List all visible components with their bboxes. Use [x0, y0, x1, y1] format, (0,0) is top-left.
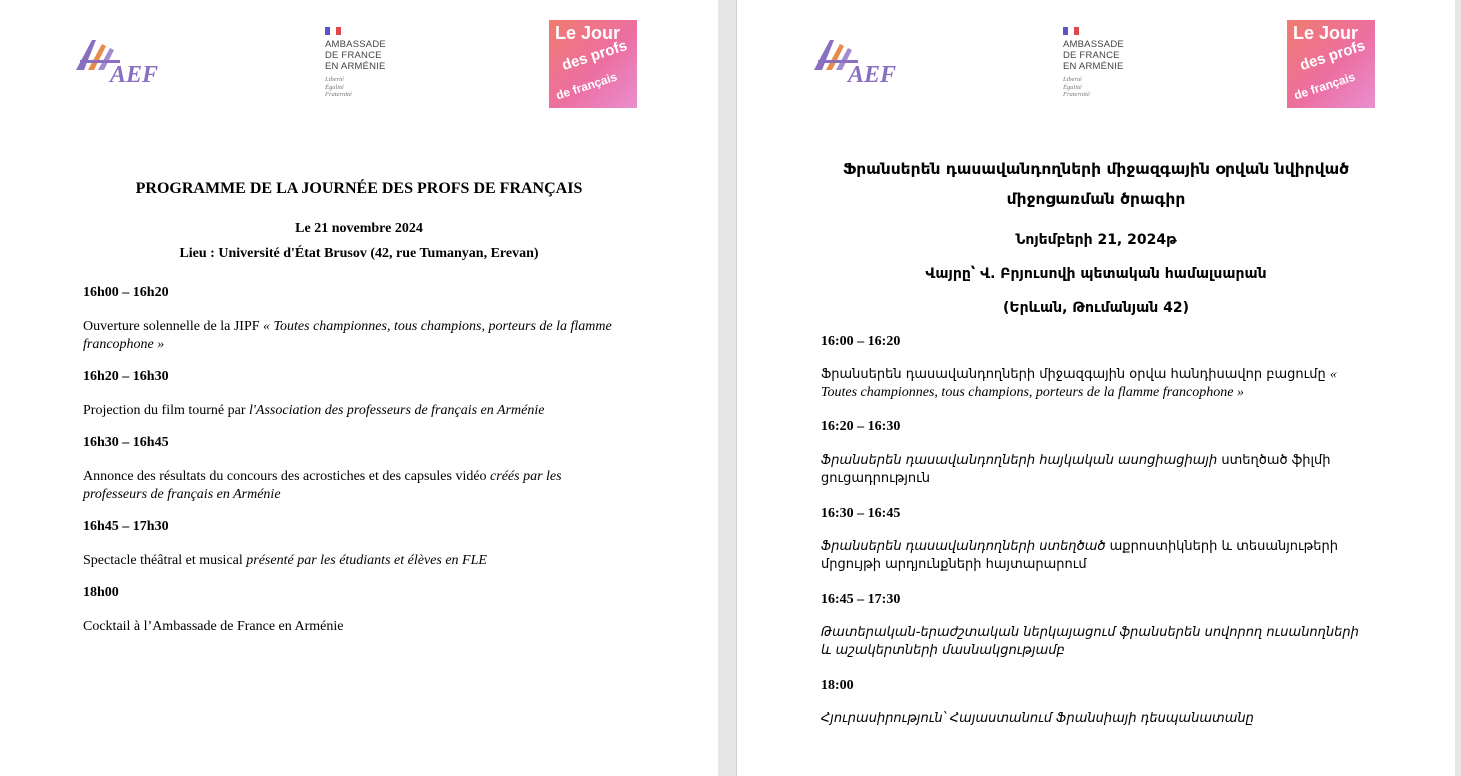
jour-logo-line-3: de français: [1292, 69, 1357, 103]
program-item-5-italic: Հյուրասիրություն՝ Հայաստանում Ֆրանսիայի դեսպանատանը: [821, 711, 1254, 726]
event-date: Le 21 novembre 2024: [295, 221, 423, 236]
ambassade-logo: [325, 27, 405, 99]
motto-line-3: Fraternité: [1063, 91, 1090, 98]
program-item-4-italic: présenté par les étudiants et élèves en FLE: [246, 553, 487, 568]
document-page-french: [0, 0, 718, 776]
aef-logo: [812, 38, 908, 84]
ambassade-line-3: EN ARMÉNIE: [325, 61, 386, 72]
program-item-4-text: Spectacle théâtral et musical: [83, 553, 247, 568]
motto-line-1: Liberté: [1063, 76, 1082, 83]
program-item-4: [83, 552, 663, 570]
program-item-5: [83, 618, 663, 636]
french-flag-icon: [1063, 27, 1079, 35]
event-location-city: (Երևան, Թումանյան 42): [1003, 300, 1189, 316]
jour-logo-line-2: des profs: [559, 37, 630, 75]
document-page-armenian: [736, 0, 1455, 776]
event-date: Նոյեմբերի 21, 2024թ: [1015, 232, 1177, 248]
program-item-3-text: աքրոստիկների և տեսանյութերի մրցույթի արդյունքների հայտարարում: [821, 539, 1338, 572]
program-item-1-italic: « Toutes championnes, tous champions, porteurs de la flamme francophone »: [821, 367, 1337, 400]
program-item-1: [83, 318, 643, 354]
ambassade-line-1: AMBASSADE: [325, 39, 386, 50]
ambassade-logo: [1063, 27, 1143, 99]
program-item-3: [83, 468, 613, 504]
program-item-4: [821, 624, 1361, 660]
program-item-2: [821, 452, 1361, 488]
event-location: Վայրը՝ Վ. Բրյուսովի պետական համալսարան: [925, 266, 1267, 282]
time-slot-5: 18:00: [821, 678, 854, 693]
program-item-2: [83, 402, 663, 420]
time-slot-1: 16:00 – 16:20: [821, 334, 901, 349]
page-gutter: [719, 0, 735, 776]
program-item-2-text: ստեղծած ֆիլմի ցուցադրություն: [821, 453, 1331, 486]
aef-logo-text: AEF: [848, 62, 897, 84]
time-slot-2: 16:20 – 16:30: [821, 419, 901, 434]
program-item-3-italic: Ֆրանսերեն դասավանդողների ստեղծած: [821, 539, 1106, 554]
program-item-5: [821, 710, 1361, 728]
page-title: PROGRAMME DE LA JOURNÉE DES PROFS DE FRANÇAIS: [135, 180, 583, 197]
program-item-4-italic: Թատերական-երաժշտական ներկայացում ֆրանսերեն սովորող ուսանողների և աշակերտների մասնակցությամբ: [821, 625, 1359, 658]
jour-logo-line-1: Le Jour: [555, 23, 621, 43]
time-slot-3: 16:30 – 16:45: [821, 506, 901, 521]
time-slot-2: 16h20 – 16h30: [83, 369, 169, 384]
program-item-3-italic: créés par les professeurs de français en Arménie: [83, 469, 562, 502]
program-item-3-text: Annonce des résultats du concours des acrostiches et des capsules vidéo: [83, 469, 491, 484]
program-item-1: [821, 366, 1361, 402]
jour-des-profs-logo: [549, 20, 637, 108]
program-item-1-text: Ֆրանսերեն դասավանդողների միջազգային օրվա հանդիսավոր բացումը: [821, 367, 1330, 382]
jour-logo-line-1: Le Jour: [1293, 23, 1359, 43]
program-item-1-text: Ouverture solennelle de la JIPF: [83, 319, 264, 334]
motto-line-2: Égalité: [325, 83, 344, 91]
jour-des-profs-logo: [1287, 20, 1375, 108]
program-item-2-text: Projection du film tourné par: [83, 403, 250, 418]
jour-logo-line-3: de français: [554, 69, 619, 103]
program-item-3: [821, 538, 1361, 574]
aef-logo: [74, 38, 170, 84]
event-location: Lieu : Université d'État Brusov (42, rue Tumanyan, Erevan): [179, 246, 539, 261]
page-title-line-1: Ֆրանսերեն դասավանդողների միջազգային օրվան նվիրված: [842, 160, 1350, 178]
motto-line-1: Liberté: [325, 76, 344, 83]
ambassade-line-1: AMBASSADE: [1063, 39, 1124, 50]
program-item-2-italic: Ֆրանսերեն դասավանդողների հայկական ասոցիացիայի: [821, 453, 1218, 468]
time-slot-3: 16h30 – 16h45: [83, 435, 169, 450]
ambassade-line-3: EN ARMÉNIE: [1063, 61, 1124, 72]
time-slot-1: 16h00 – 16h20: [83, 285, 169, 300]
motto-line-3: Fraternité: [325, 91, 352, 98]
jour-logo-line-2: des profs: [1297, 37, 1368, 75]
time-slot-4: 16:45 – 17:30: [821, 592, 901, 607]
time-slot-4: 16h45 – 17h30: [83, 519, 169, 534]
aef-logo-text: AEF: [110, 62, 159, 84]
page-title-line-2: միջոցառման ծրագիր: [1006, 190, 1186, 208]
motto-line-2: Égalité: [1063, 83, 1082, 91]
ambassade-line-2: DE FRANCE: [1063, 50, 1120, 61]
window-edge: [1455, 0, 1461, 776]
time-slot-5: 18h00: [83, 585, 119, 600]
program-item-2-italic: l'Association des professeurs de français en Arménie: [249, 403, 545, 418]
ambassade-line-2: DE FRANCE: [325, 50, 382, 61]
program-item-1-italic: « Toutes championnes, tous champions, porteurs de la flamme francophone »: [83, 319, 612, 352]
french-flag-icon: [325, 27, 341, 35]
program-item-5-text: Cocktail à l’Ambassade de France en Arménie: [83, 619, 344, 634]
